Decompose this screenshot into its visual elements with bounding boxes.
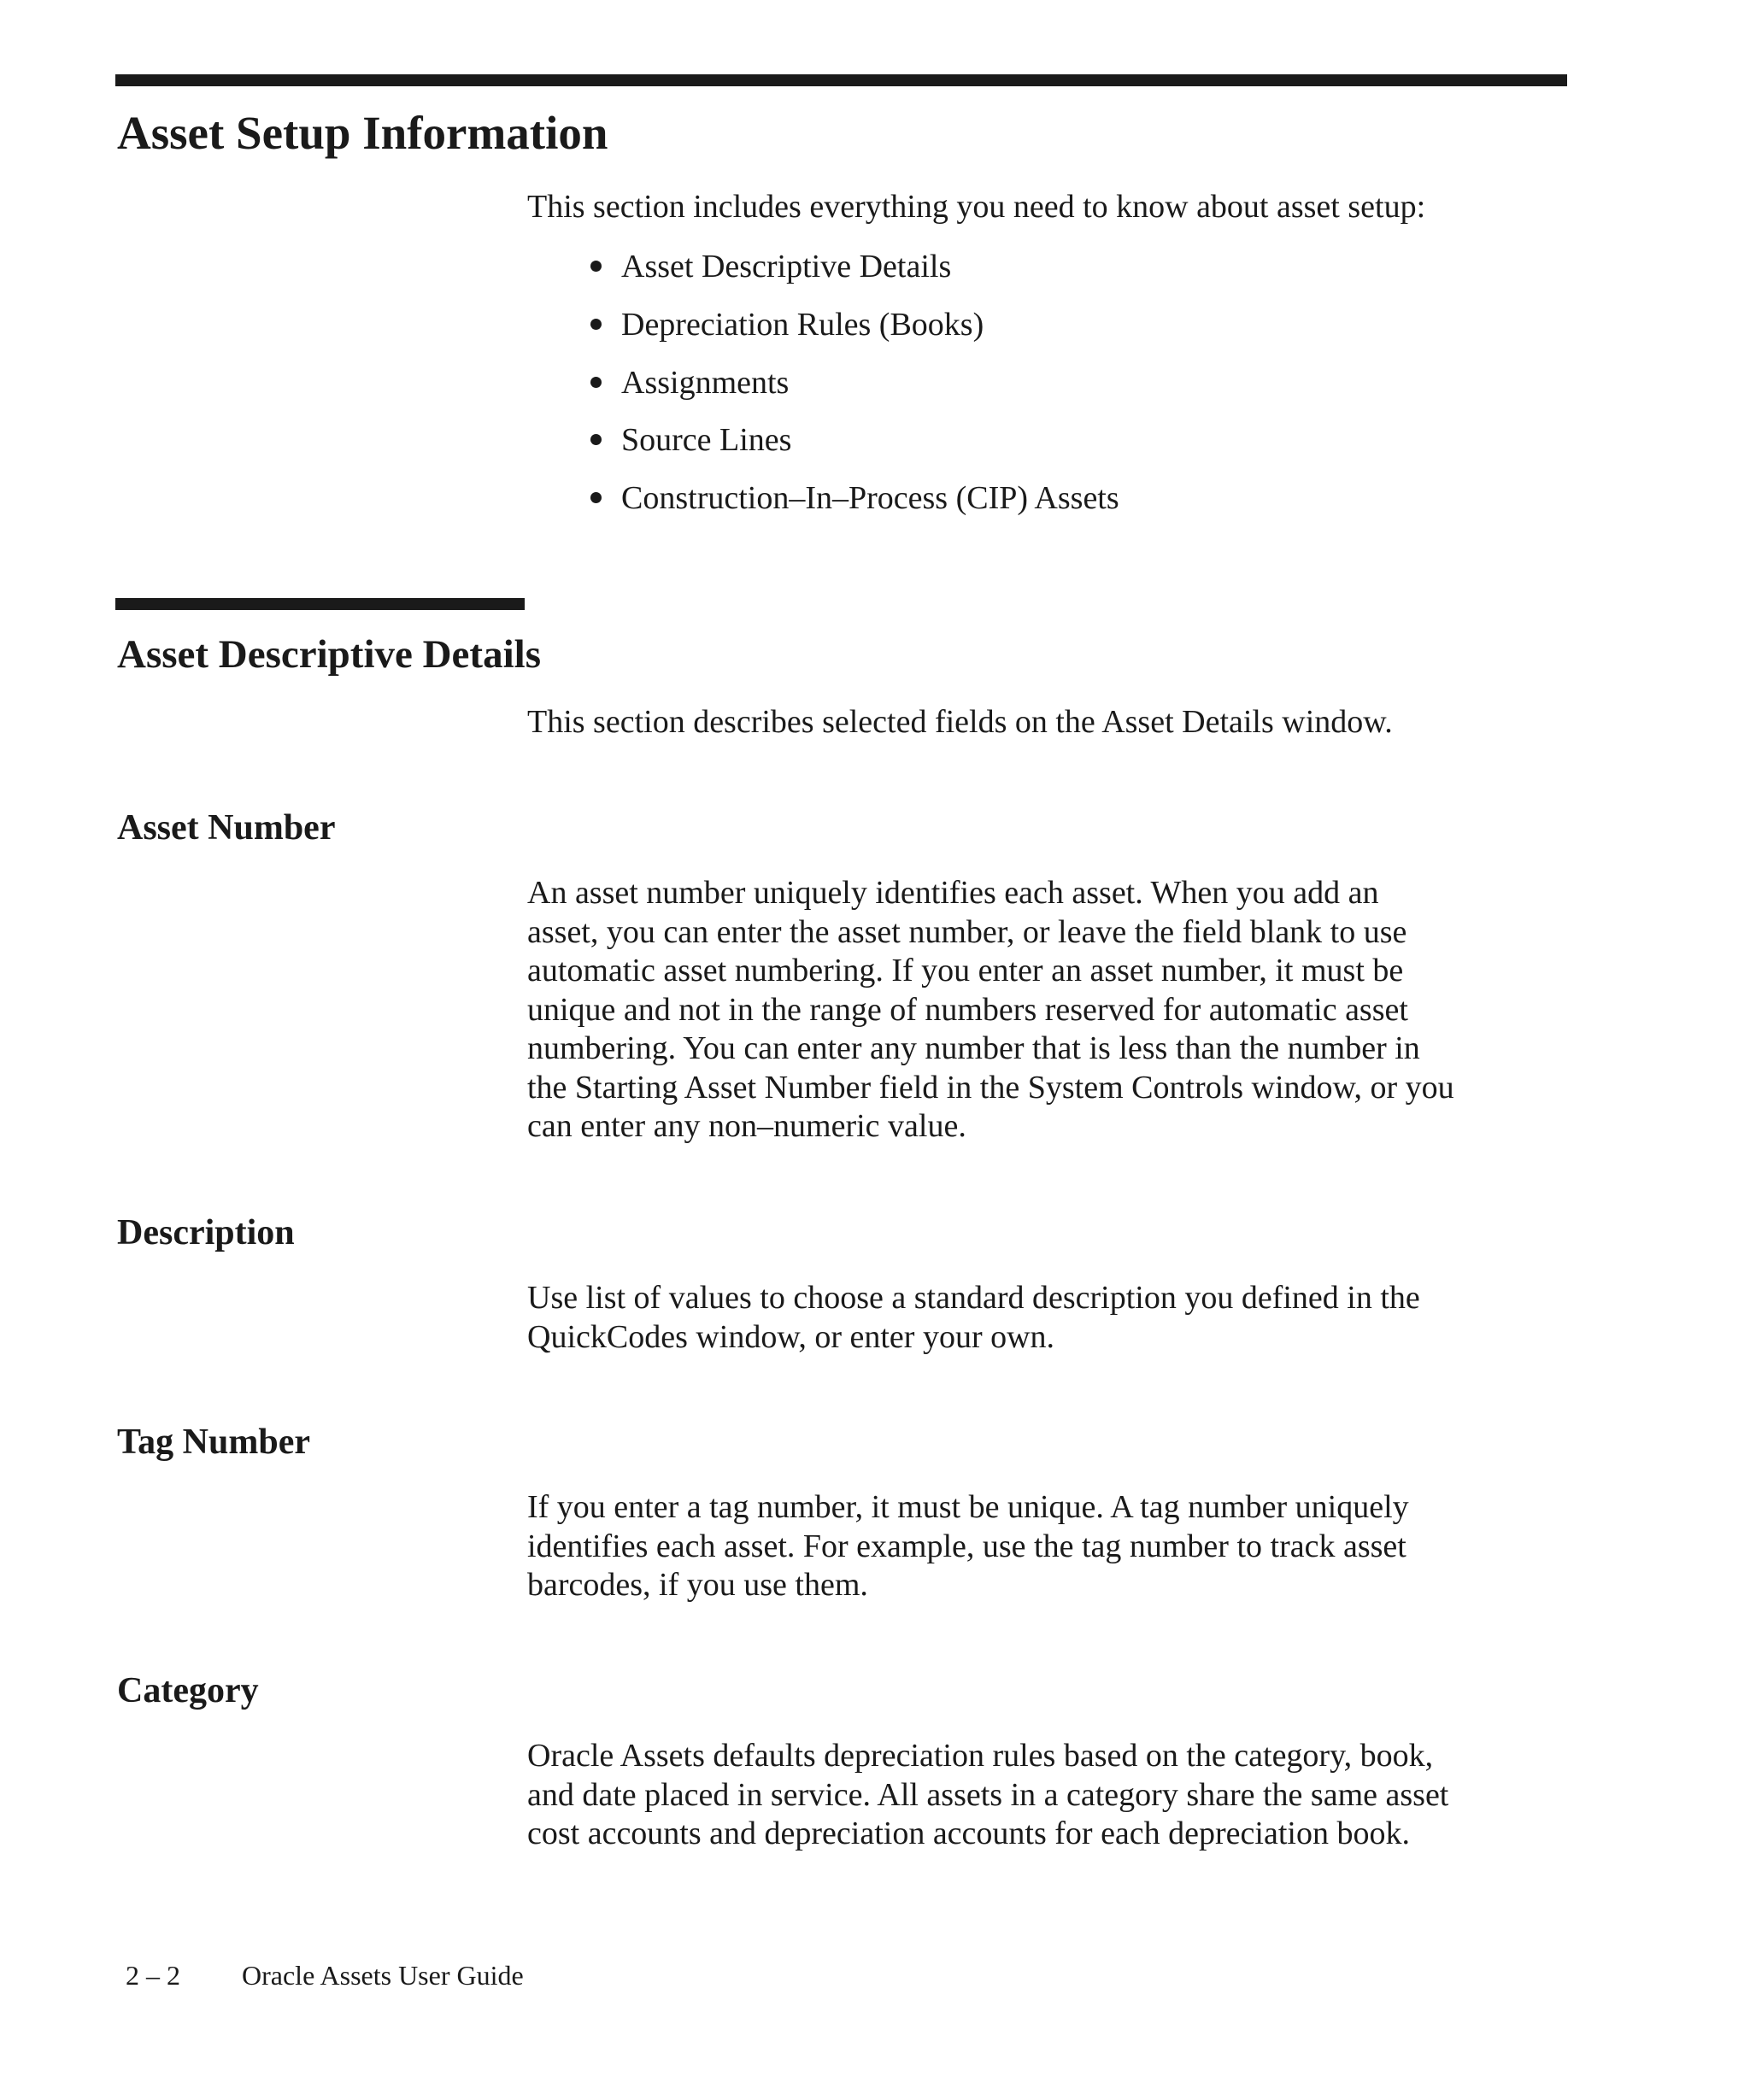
page-number: 2 – 2 <box>126 1960 180 1991</box>
bullet-icon <box>590 434 602 445</box>
top-rule <box>115 74 1567 86</box>
asset-number-text: An asset number uniquely identifies each asset. When you add an asset, you can enter the asset number, or leave the field blank to use automatic asset numbering. If you enter an asset number, it must be unique and not in the range of numbers reserved for automatic asset numbering. You can enter any number that is less than the number in the Starting Asset Number field in the System Controls window, or you can enter any non–numeric value. <box>527 875 1454 1144</box>
bullet-icon <box>590 492 602 503</box>
bullet-icon <box>590 319 602 330</box>
category-text: Oracle Assets defaults depreciation rules based on the category, book, and date placed in service. All assets in a category share the same asset cost accounts and depreciation accounts for each depreciation book. <box>527 1738 1449 1851</box>
page-title: Asset Setup Information <box>117 107 608 159</box>
section-rule <box>115 598 525 610</box>
asset-number-heading: Asset Number <box>117 808 336 848</box>
topic-list <box>527 245 1119 535</box>
footer-title: Oracle Assets User Guide <box>242 1960 524 1991</box>
bullet-icon <box>590 261 602 272</box>
category-heading: Category <box>117 1671 259 1710</box>
section-intro: This section describes selected fields on the Asset Details window. <box>527 704 1393 740</box>
intro-text: This section includes everything you need to know about asset setup: <box>527 189 1426 225</box>
list-item: Depreciation Rules (Books) <box>527 303 1119 361</box>
section-title: Asset Descriptive Details <box>117 632 541 677</box>
list-item: Assignments <box>527 361 1119 419</box>
tag-number-text: If you enter a tag number, it must be unique. A tag number uniquely identifies each asset. For example, use the tag number to track asset barcodes, if you use them. <box>527 1489 1409 1603</box>
list-item: Asset Descriptive Details <box>527 245 1119 303</box>
tag-number-heading: Tag Number <box>117 1422 310 1462</box>
list-item: Source Lines <box>527 419 1119 477</box>
description-heading: Description <box>117 1213 295 1252</box>
list-item: Construction–In–Process (CIP) Assets <box>527 477 1119 535</box>
bullet-icon <box>590 377 602 388</box>
description-text: Use list of values to choose a standard description you defined in the QuickCodes window, or enter your own. <box>527 1280 1420 1355</box>
